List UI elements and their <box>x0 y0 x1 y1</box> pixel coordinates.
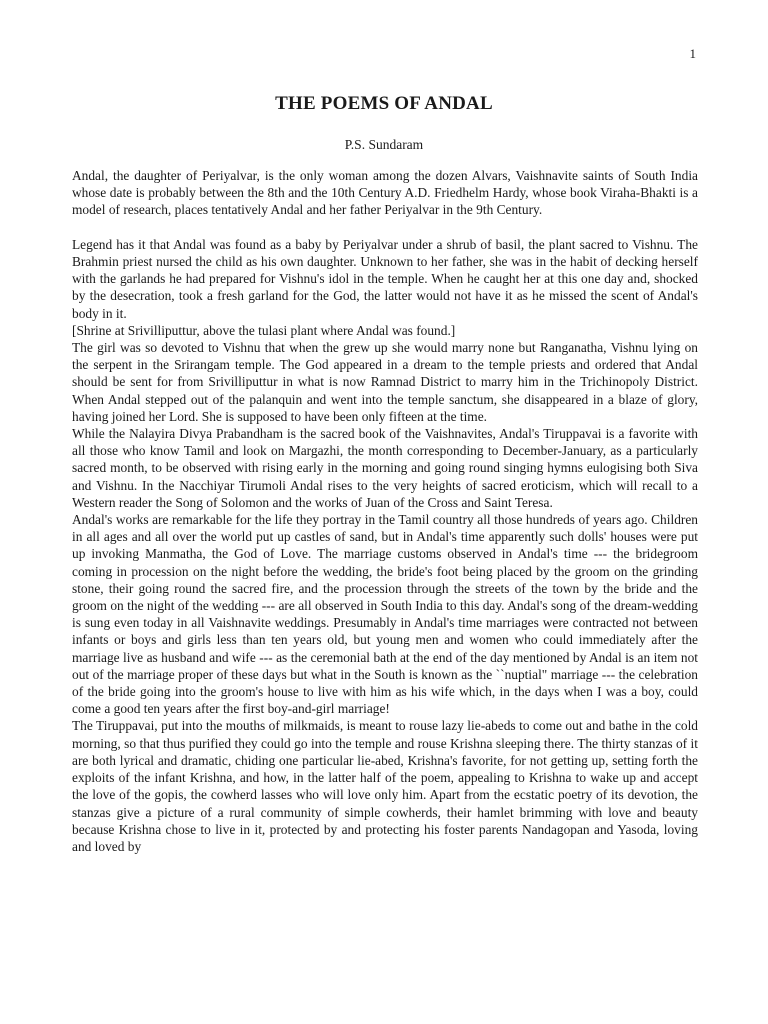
paragraph-devotion: The girl was so devoted to Vishnu that when the grew up she would marry none but Ranganatha, Vishnu lying on the serpent in the Srirangam temple. The God appeared in a dream to the temple priests and ordered that Andal should be sent for from Srivilliputtur in what is now Ramnad District to marry him in the Trichinopoly District. When Andal stepped out of the palanquin and went into the temple sanctum, she disappeared in a blaze of glory, having joined her Lord. She is supposed to have been only fifteen at the time. <box>72 340 698 424</box>
author-name: P.S. Sundaram <box>344 137 424 152</box>
page-number: 1 <box>689 46 696 61</box>
paragraph-tiruppavai: The Tiruppavai, put into the mouths of milkmaids, is meant to rouse lazy lie-abeds to come out and bathe in the cold morning, so that thus purified they could go into the temple and rouse Krishna sleeping there. The thirty stanzas of it are both lyrical and dramatic, chiding one particular lie-abed, Krishna's favorite, for not getting up, setting forth the exploits of the infant Krishna, and how, in the latter half of the poem, appealing to Krishna to wake up and accept the love of the gopis, the cowherd lasses who will love only him. Apart from the ecstatic poetry of its devotion, the stanzas give a picture of a rural community of simple cowherds, their hamlet brimming with love and beauty because Krishna chose to live in it, protected by and protecting his foster parents Nandagopan and Yasoda, loving and loved by <box>72 718 698 854</box>
paragraph-customs: Andal's works are remarkable for the life they portray in the Tamil country all those hundreds of years ago. Children in all ages and all over the world put up castles of sand, but in Andal's time apparently such dolls' houses were put up invoking Manmatha, the God of Love. The marriage customs observed in Andal's time --- the bridegroom coming in procession on the night before the wedding, the bride's foot being placed by the groom on the grinding stone, their going round the sacred fire, and the procession through the streets of the town by the bride and the groom on the night of the wedding --- are all observed in South India to this day. Andal's song of the dream-wedding is sung even today in all Vaishnavite weddings. Presumably in Andal's time marriages were contracted not between infants or boys and girls less than ten years old, but young men and women who could immediately after the marriage live as husband and wife --- as the ceremonial bath at the end of the day mentioned by Andal is an item not out of the marriage proper of these days but what in the South is known as the ``nuptial" marriage --- the celebration of the bride going into the groom's house to live with him as his wife which, in the days when I was a boy, could come a good ten years after the first boy-and-girl marriage! <box>72 512 698 717</box>
paragraph-shrine-caption: [Shrine at Srivilliputtur, above the tulasi plant where Andal was found.] <box>72 322 456 338</box>
paragraph-intro: Andal, the daughter of Periyalvar, is the only woman among the dozen Alvars, Vaishnavite saints of South India whose date is probably between the 8th and the 10th Century A.D. Friedhelm Hardy, whose book Viraha-Bhakti is a model of research, places tentatively Andal and her father Periyalvar in the 9th Century. <box>72 168 698 218</box>
paragraph-tiruppavai-favorite: While the Nalayira Divya Prabandham is the sacred book of the Vaishnavites, Andal's Tiruppavai is a favorite with all those who know Tamil and look on Margazhi, the month corresponding to December-January, as a particularly sacred month, to be observed with rising early in the morning and going round singing hymns eulogising both Siva and Vishnu. In the Nacchiyar Tirumoli Andal rises to the very heights of sacred eroticism, which will recall to a Western reader the Song of Solomon and the works of Juan of the Cross and Saint Teresa. <box>72 426 698 510</box>
document-title: THE POEMS OF ANDAL <box>275 93 493 114</box>
paragraph-legend: Legend has it that Andal was found as a baby by Periyalvar under a shrub of basil, the plant sacred to Vishnu. The Brahmin priest nursed the child as his own daughter. Unknown to her father, she was in the habit of decking herself with the garlands he had prepared for Vishnu's idol in the temple. When he caught her at this one day and, shocked by the desecration, took a fresh garland for the God, the latter would not have it as he missed the scent of Andal's body in it. <box>72 236 698 321</box>
document-body <box>72 167 698 855</box>
